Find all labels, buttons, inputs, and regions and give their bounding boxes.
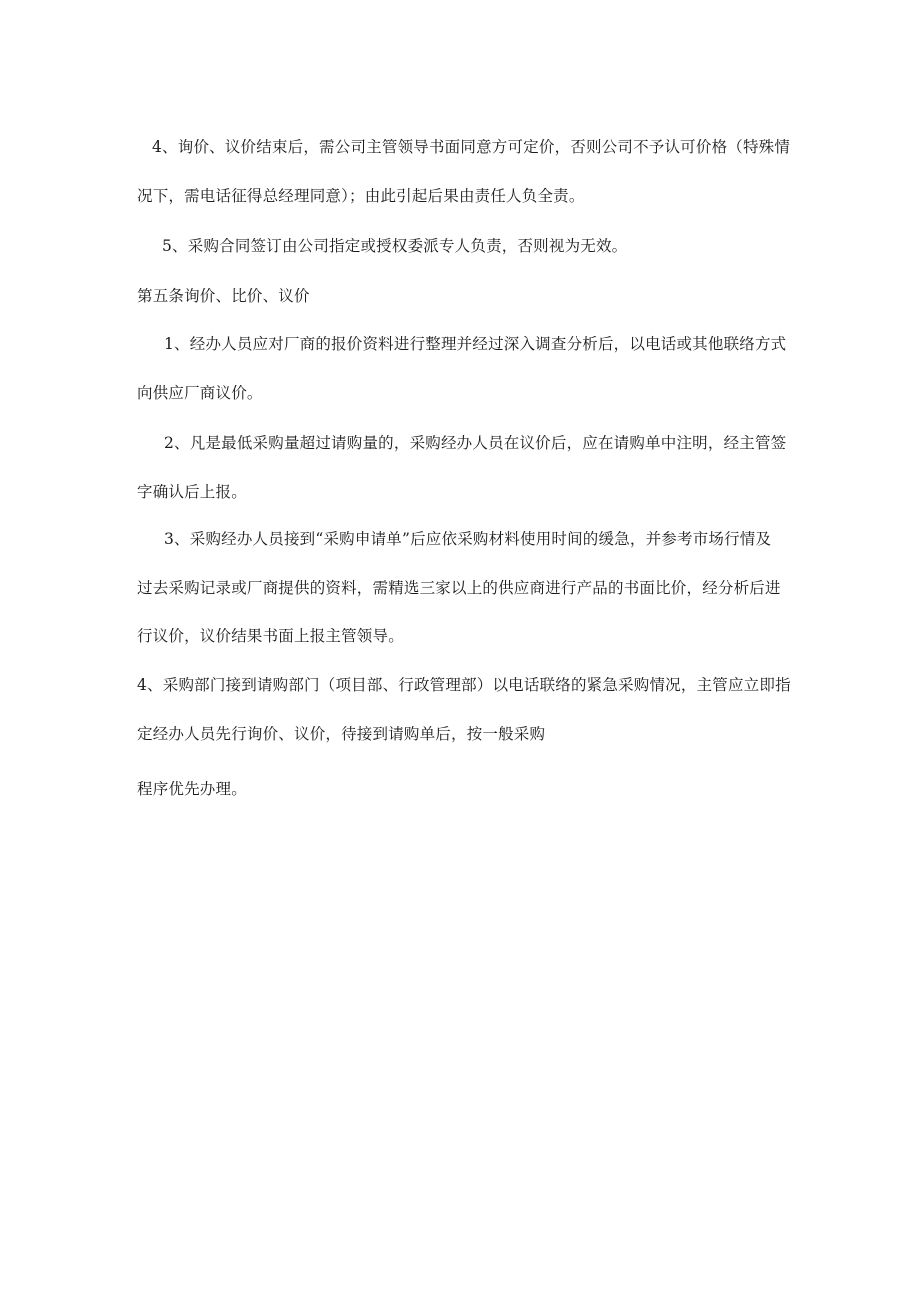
section-item2-line1: 2、凡是最低采购量超过请购量的，采购经办人员在议价后，应在请购单中注明，经主管签	[164, 434, 787, 452]
section-item3-line1: 3、采购经办人员接到“采购申请单”后应依采购材料使用时间的缓急，并参考市场行情及	[164, 530, 772, 548]
paragraph-item5: 5、采购合同签订由公司指定或授权委派专人负责，否则视为无效。	[162, 237, 628, 255]
section-item3-line2: 过去采购记录或厂商提供的资料，需精选三家以上的供应商进行产品的书面比价，经分析后进	[137, 579, 781, 597]
paragraph-item4-line1: 4、询价、议价结束后，需公司主管领导书面同意方可定价，否则公司不予认可价格（特殊情	[152, 138, 791, 156]
section-item4-line3: 程序优先办理。	[137, 780, 247, 798]
section-item2-line2: 字确认后上报。	[137, 483, 247, 501]
section-item4-line1: 4、采购部门接到请购部门（项目部、行政管理部）以电话联络的紧急采购情况，主管应立即指	[137, 676, 791, 694]
paragraph-item4-line2: 况下，需电话征得总经理同意）；由此引起后果由责任人负全责。	[137, 187, 585, 205]
section-heading: 第五条询价、比价、议价	[137, 287, 310, 305]
section-item1-line2: 向供应厂商议价。	[137, 384, 263, 402]
section-item4-line2: 定经办人员先行询价、议价，待接到请购单后，按一般采购	[137, 725, 546, 743]
section-item1-line1: 1、经办人员应对厂商的报价资料进行整理并经过深入调查分析后，以电话或其他联络方式	[164, 335, 787, 353]
section-item3-line3: 行议价，议价结果书面上报主管领导。	[137, 627, 404, 645]
